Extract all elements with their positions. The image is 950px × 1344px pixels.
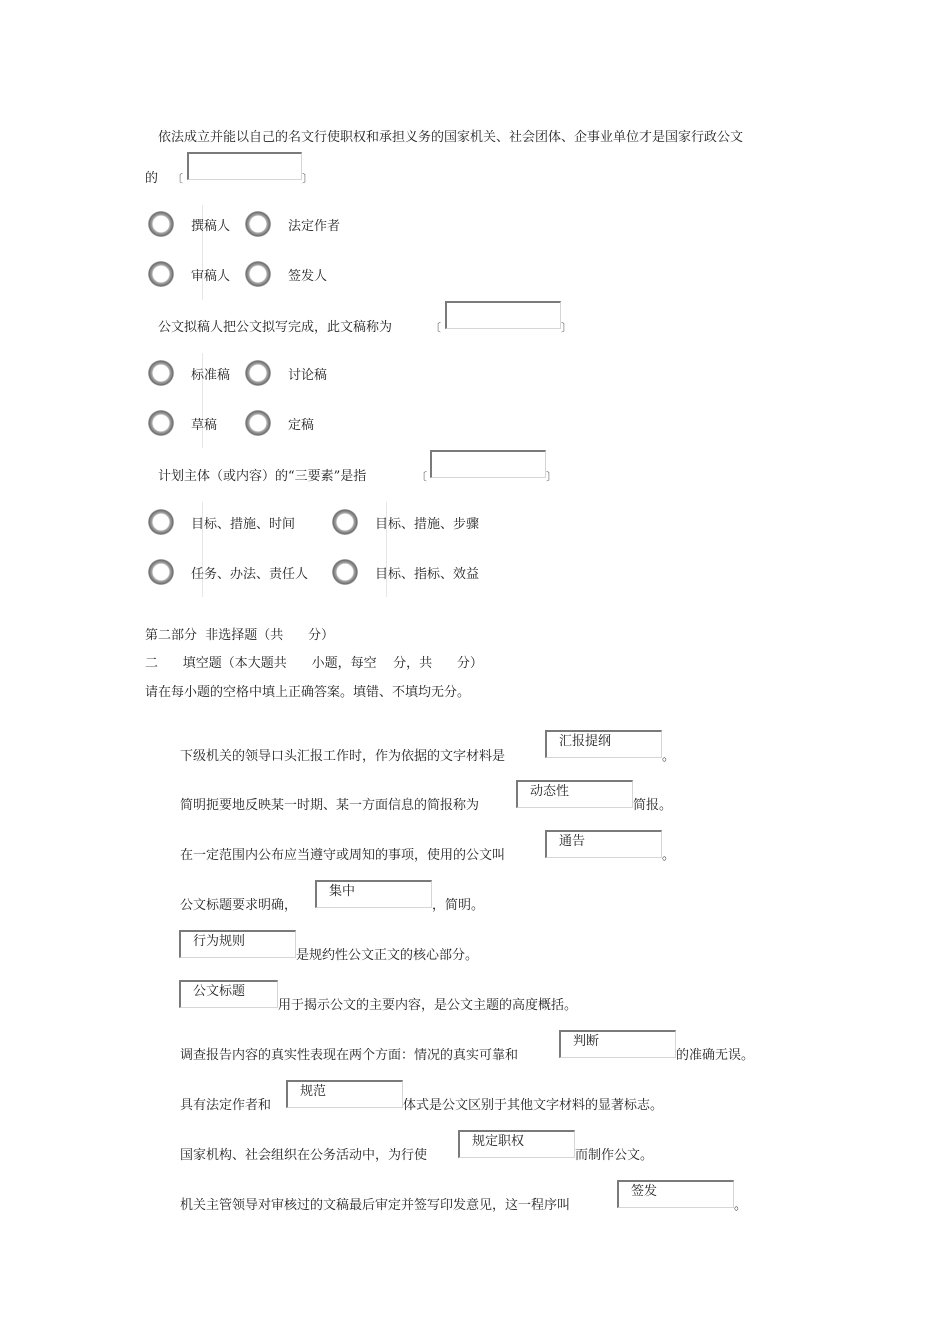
q2-paren-open: 〔	[430, 321, 441, 334]
q1-option-c-radio[interactable]	[148, 261, 174, 287]
fill-1-before: 下级机关的领导口头汇报工作时，作为依据的文字材料是	[180, 749, 506, 764]
q1-option-d-label: 签发人	[288, 269, 328, 284]
fill-8-answer-input[interactable]: 规范	[286, 1080, 403, 1108]
fill-7-after: 的准确无误。	[676, 1048, 755, 1063]
q1-option-d-radio[interactable]	[245, 261, 271, 287]
q2-option-b-radio[interactable]	[245, 360, 271, 386]
q2-text: 公文拟稿人把公文拟写完成，此文稿称为	[158, 320, 393, 335]
q2-option-d-label: 定稿	[288, 418, 315, 433]
q1-paren-open: 〔	[172, 172, 183, 185]
q3-option-a-label: 目标、措施、时间	[191, 517, 296, 532]
fill-7-before: 调查报告内容的真实性表现在两个方面：情况的真实可靠和	[180, 1048, 519, 1063]
fill-10-answer-input[interactable]: 签发	[617, 1180, 734, 1208]
fill-3-after: 。	[662, 848, 676, 863]
part2-instruction: 请在每小题的空格中填上正确答案。填错、不填均无分。	[145, 685, 471, 700]
q1-option-a-label: 撰稿人	[191, 219, 231, 234]
fill-6-after: 用于揭示公文的主要内容，是公文主题的高度概括。	[278, 998, 578, 1013]
fill-4-after: ，简明。	[432, 898, 485, 913]
fill-10-after: 。	[734, 1198, 748, 1213]
q2-option-a-label: 标准稿	[191, 368, 231, 383]
fill-8-before: 具有法定作者和	[180, 1098, 272, 1113]
q1-answer-input[interactable]	[187, 152, 302, 180]
q1-text-line2: 的	[145, 171, 159, 186]
fill-2-answer-input[interactable]: 动态性	[516, 780, 633, 808]
fill-9-before: 国家机构、社会组织在公务活动中，为行使	[180, 1148, 428, 1163]
fill-5-after: 是规约性公文正文的核心部分。	[296, 948, 479, 963]
q3-option-d-radio[interactable]	[332, 559, 358, 585]
q2-answer-input[interactable]	[445, 301, 561, 329]
q2-paren-close: 〕	[561, 321, 572, 334]
q3-option-a-radio[interactable]	[148, 509, 174, 535]
q1-option-c-label: 审稿人	[191, 269, 231, 284]
q3-text: 计划主体（或内容）的“三要素”是指	[158, 469, 367, 484]
q3-paren-open: 〔	[416, 470, 427, 483]
q3-option-c-label: 任务、办法、责任人	[191, 567, 309, 582]
part2-section-title: 二 填空题（本大题共 小题，每空 分，共 分）	[145, 656, 483, 671]
fill-9-after: 而制作公文。	[575, 1148, 654, 1163]
q2-option-c-radio[interactable]	[148, 410, 174, 436]
q1-text-line1: 依法成立并能以自己的名文行使职权和承担义务的国家机关、社会团体、企事业单位才是国家行政公文	[158, 130, 744, 145]
fill-1-answer-input[interactable]: 汇报提纲	[545, 730, 662, 758]
fill-5-answer-input[interactable]: 行为规则	[179, 930, 296, 958]
q3-option-c-radio[interactable]	[148, 559, 174, 585]
fill-6-answer-input[interactable]: 公文标题	[179, 980, 278, 1008]
fill-1-after: 。	[662, 749, 676, 764]
q1-paren-close: 〕	[302, 172, 313, 185]
q2-option-a-radio[interactable]	[148, 360, 174, 386]
q3-option-b-label: 目标、措施、步骤	[375, 517, 480, 532]
part2-heading: 第二部分 非选择题（共 分）	[145, 628, 335, 643]
fill-2-before: 简明扼要地反映某一时期、某一方面信息的简报称为	[180, 798, 480, 813]
q2-option-b-label: 讨论稿	[288, 368, 328, 383]
q2-option-d-radio[interactable]	[245, 410, 271, 436]
fill-4-before: 公文标题要求明确，	[180, 898, 298, 913]
q1-option-a-radio[interactable]	[148, 211, 174, 237]
fill-8-after: 体式是公文区别于其他文字材料的显著标志。	[403, 1098, 664, 1113]
fill-4-answer-input[interactable]: 集中	[315, 880, 432, 908]
q3-option-b-radio[interactable]	[332, 509, 358, 535]
fill-9-answer-input[interactable]: 规定职权	[458, 1130, 575, 1158]
q3-answer-input[interactable]	[430, 450, 546, 478]
fill-3-answer-input[interactable]: 通告	[545, 830, 662, 858]
q1-option-b-label: 法定作者	[288, 219, 341, 234]
q2-option-c-label: 草稿	[191, 418, 218, 433]
q3-option-d-label: 目标、指标、效益	[375, 567, 480, 582]
fill-10-before: 机关主管领导对审核过的文稿最后审定并签写印发意见，这一程序叫	[180, 1198, 571, 1213]
q1-option-b-radio[interactable]	[245, 211, 271, 237]
fill-2-after: 简报。	[633, 798, 673, 813]
fill-3-before: 在一定范围内公布应当遵守或周知的事项，使用的公文叫	[180, 848, 506, 863]
fill-7-answer-input[interactable]: 判断	[559, 1030, 676, 1058]
q3-paren-close: 〕	[546, 470, 557, 483]
